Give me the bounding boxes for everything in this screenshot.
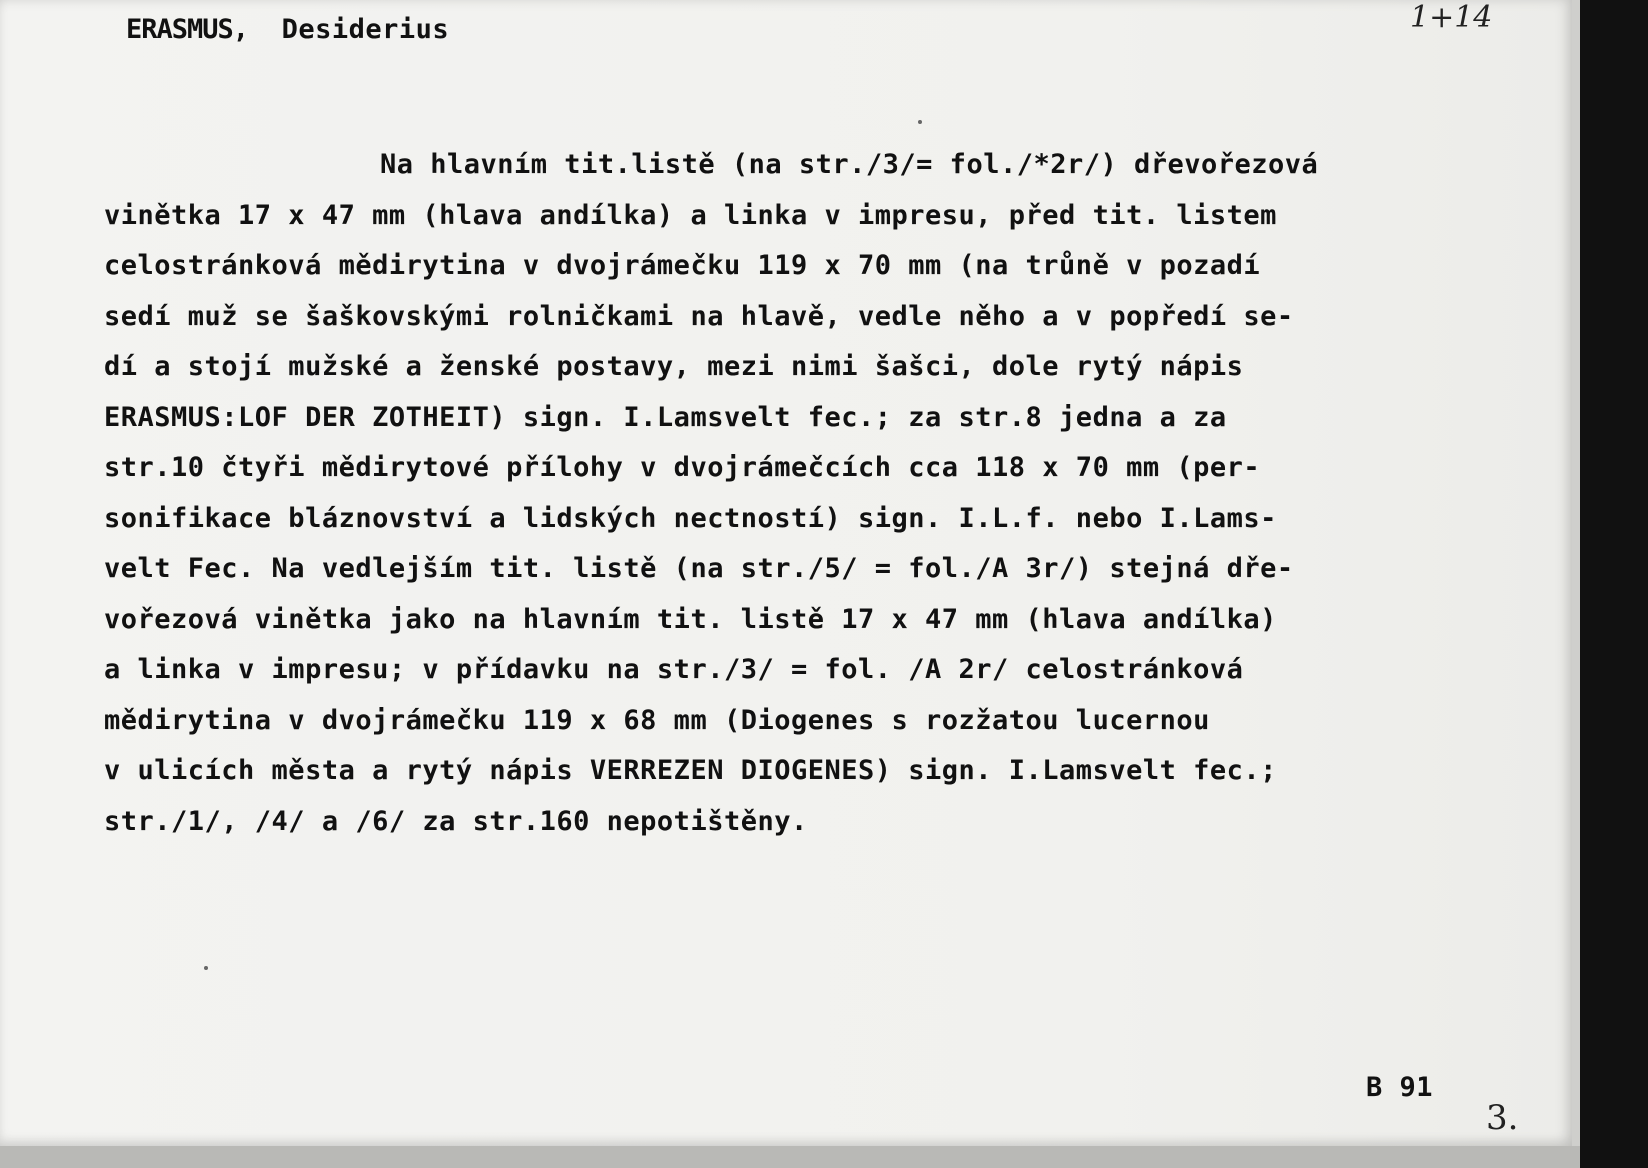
heading-forename: Desiderius [281, 14, 450, 45]
paper-speck [918, 120, 922, 124]
description-line: Na hlavním tit.listě (na str./3/= fol./*2r/) dřevořezová [380, 149, 1319, 180]
heading-surname: ERASMUS, [126, 14, 249, 45]
description-line: vořezová vinětka jako na hlavním tit. listě 17 x 47 mm (hlava andílka) [104, 603, 1277, 635]
description-line: dí a stojí mužské a ženské postavy, mezi nimi šašci, dole rytý nápis [104, 351, 1244, 382]
description-line: velt Fec. Na vedlejším tit. listě (na str./5/ = fol./A 3r/) stejná dře- [104, 553, 1294, 584]
description-line: str.10 čtyři mědirytové přílohy v dvojrámečcích cca 118 x 70 mm (per- [104, 452, 1261, 483]
description-line: vinětka 17 x 47 mm (hlava andílka) a linka v impresu, před tit. listem [104, 199, 1277, 231]
description-line: mědirytina v dvojrámečku 119 x 68 mm (Diogenes s rozžatou lucernou [104, 704, 1210, 736]
description-line: sedí muž se šaškovskými rolničkami na hlavě, vedle něho a v popředí se- [104, 300, 1294, 332]
shelfmark: B 91 [1366, 1072, 1434, 1103]
card-heading [126, 14, 449, 45]
handwritten-corner-mark: 1+14 [1410, 0, 1493, 35]
card-description [104, 140, 1544, 847]
card-edge [1572, 0, 1580, 1168]
description-line: a linka v impresu; v přídavku na str./3/ = fol. /A 2r/ celostránková [104, 654, 1244, 685]
description-line: sonifikace bláznovství a lidských nectností) sign. I.L.f. nebo I.Lams- [104, 502, 1277, 534]
card-bottom-edge [0, 1146, 1580, 1168]
description-line: str./1/, /4/ a /6/ za str.160 nepotištěny. [104, 805, 808, 837]
description-line: ERASMUS:LOF DER ZOTHEIT) sign. I.Lamsvelt fec.; za str.8 jedna a za [104, 401, 1227, 433]
handwritten-page-number: 3. [1486, 1098, 1519, 1138]
description-line: v ulicích města a rytý nápis VERREZEN DIOGENES) sign. I.Lamsvelt fec.; [104, 755, 1277, 786]
paper-speck [204, 966, 208, 970]
description-line: celostránková mědirytina v dvojrámečku 119 x 70 mm (na trůně v pozadí [104, 250, 1261, 281]
